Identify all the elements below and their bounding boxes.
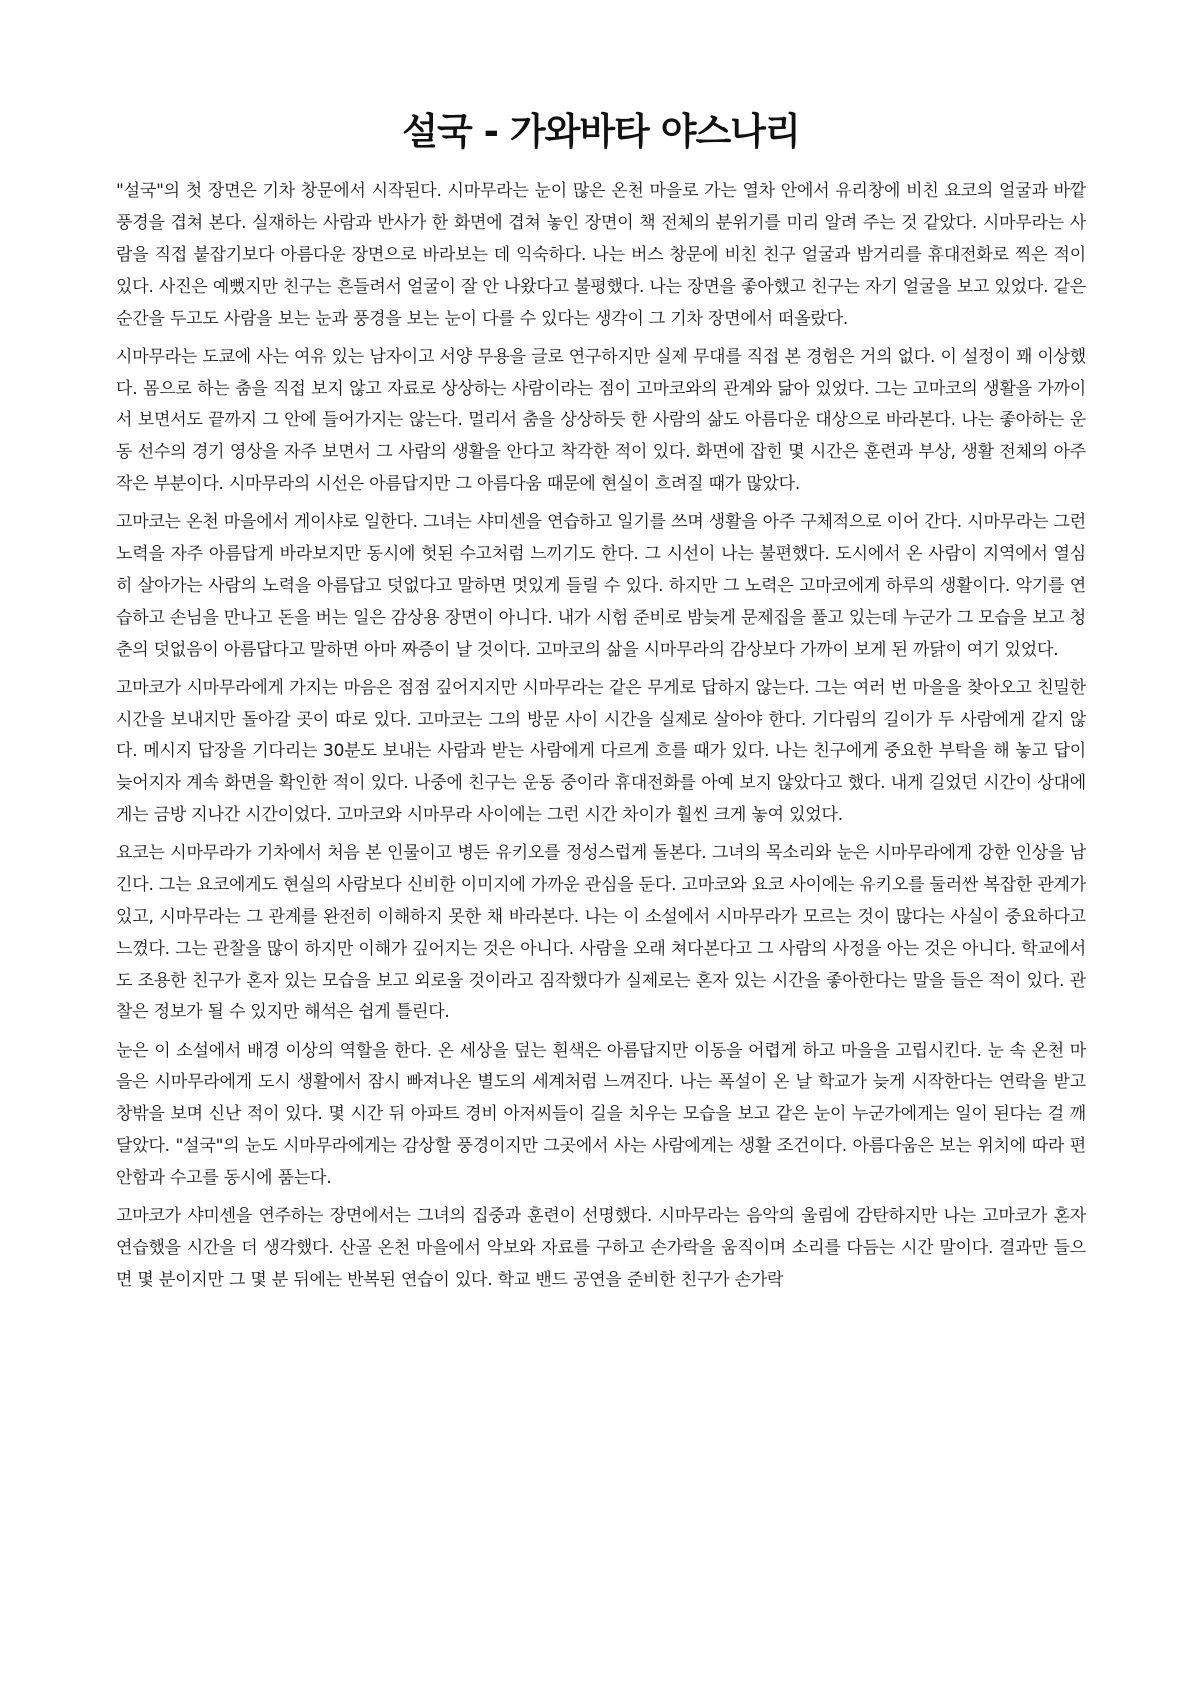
- document-title: 설국 - 가와바타 야스나리: [402, 110, 800, 153]
- paragraph: 시마무라는 도쿄에 사는 여유 있는 남자이고 서양 무용을 글로 연구하지만 실제 무대를 직접 본 경험은 거의 없다. 이 설정이 꽤 이상했다. 몸으로 하는 춤을 직접 보지 않고 자료로 상상하는 사람이라는 점이 고마코와의 관계와 닮아 있었다. 그는 고마코의 생활을 가까이서 보면서도 끝까지 그 안에 들어가지는 않는다. 멀리서 춤을 상상하듯 한 사람의 삶도 아름다운 대상으로 바라본다. 나는 좋아하는 운동 선수의 경기 영상을 자주 보면서 그 사람의 생활을 안다고 착각한 적이 있다. 화면에 잡힌 몇 시간은 훈련과 부상, 생활 전체의 아주 작은 부분이다. 시마무라의 시선은 아름답지만 그 아름다움 때문에 현실이 흐려질 때가 많았다.: [116, 346, 1086, 495]
- paragraph: 요코는 시마무라가 기차에서 처음 본 인물이고 병든 유키오를 정성스럽게 돌본다. 그녀의 목소리와 눈은 시마무라에게 강한 인상을 남긴다. 그는 요코에게도 현실의 사람보다 신비한 이미지에 가까운 관심을 둔다. 고마코와 요코 사이에는 유키오를 둘러싼 복잡한 관계가 있고, 시마무라는 그 관계를 완전히 이해하지 못한 채 바라본다. 나는 이 소설에서 시마무라가 모르는 것이 많다는 사실이 중요하다고 느꼈다. 그는 관찰을 많이 하지만 이해가 깊어지는 것은 아니다. 사람을 오래 쳐다본다고 그 사람의 사정을 아는 것은 아니다. 학교에서도 조용한 친구가 혼자 있는 모습을 보고 외로울 것이라고 짐작했다가 실제로는 혼자 있는 시간을 좋아한다는 말을 들은 적이 있다. 관찰은 정보가 될 수 있지만 해석은 쉽게 틀린다.: [116, 843, 1086, 1023]
- paragraph: 눈은 이 소설에서 배경 이상의 역할을 한다. 온 세상을 덮는 흰색은 아름답지만 이동을 어렵게 하고 마을을 고립시킨다. 눈 속 온천 마을은 시마무라에게 도시 생활에서 잠시 빠져나온 별도의 세계처럼 느껴진다. 나는 폭설이 온 날 학교가 늦게 시작한다는 연락을 받고 창밖을 보며 신난 적이 있다. 몇 시간 뒤 아파트 경비 아저씨들이 길을 치우는 모습을 보고 같은 눈이 누군가에게는 일이 된다는 걸 깨달았다. "설국"의 눈도 시마무라에게는 감상할 풍경이지만 그곳에서 사는 사람에게는 생활 조건이다. 아름다움은 보는 위치에 따라 편안함과 수고를 동시에 품는다.: [116, 1040, 1086, 1188]
- paragraph: "설국"의 첫 장면은 기차 창문에서 시작된다. 시마무라는 눈이 많은 온천 마을로 가는 열차 안에서 유리창에 비친 요코의 얼굴과 바깥 풍경을 겹쳐 본다. 실재하는 사람과 반사가 한 화면에 겹쳐 놓인 장면이 책 전체의 분위기를 미리 알려 주는 것 같았다. 시마무라는 사람을 직접 붙잡기보다 아름다운 장면으로 바라보는 데 익숙하다. 나는 버스 창문에 비친 친구 얼굴과 밤거리를 휴대전화로 찍은 적이 있다. 사진은 예뻤지만 친구는 흔들려서 얼굴이 잘 안 나왔다고 불평했다. 나는 장면을 좋아했고 친구는 자기 얼굴을 보고 있었다. 같은 순간을 두고도 사람을 보는 눈과 풍경을 보는 눈이 다를 수 있다는 생각이 그 기차 장면에서 떠올랐다.: [116, 181, 1086, 329]
- paragraph: 고마코가 샤미센을 연주하는 장면에서는 그녀의 집중과 훈련이 선명했다. 시마무라는 음악의 울림에 감탄하지만 나는 고마코가 혼자 연습했을 시간을 더 생각했다. 산골 온천 마을에서 악보와 자료를 구하고 손가락을 움직이며 소리를 다듬는 시간 말이다. 결과만 들으면 몇 분이지만 그 몇 분 뒤에는 반복된 연습이 있다. 학교 밴드 공연을 준비한 친구가 손가락: [116, 1206, 1086, 1290]
- paragraph: 고마코는 온천 마을에서 게이샤로 일한다. 그녀는 샤미센을 연습하고 일기를 쓰며 생활을 아주 구체적으로 이어 간다. 시마무라는 그런 노력을 자주 아름답게 바라보지만 동시에 헛된 수고처럼 느끼기도 한다. 그 시선이 나는 불편했다. 도시에서 온 사람이 지역에서 열심히 살아가는 사람의 노력을 아름답고 덧없다고 말하면 멋있게 들릴 수 있다. 하지만 그 노력은 고마코에게 하루의 생활이다. 악기를 연습하고 손님을 만나고 돈을 버는 일은 감상용 장면이 아니다. 내가 시험 준비로 밤늦게 문제집을 풀고 있는데 누군가 그 모습을 보고 청춘의 덧없음이 아름답다고 말하면 아마 짜증이 날 것이다. 고마코의 삶을 시마무라의 감상보다 가까이 보게 된 까닭이 여기 있었다.: [116, 512, 1086, 660]
- paragraph: 고마코가 시마무라에게 가지는 마음은 점점 깊어지지만 시마무라는 같은 무게로 답하지 않는다. 그는 여러 번 마을을 찾아오고 친밀한 시간을 보내지만 돌아갈 곳이 따로 있다. 고마코는 그의 방문 사이 시간을 실제로 살아야 한다. 기다림의 길이가 두 사람에게 같지 않다. 메시지 답장을 기다리는 30분도 보내는 사람과 받는 사람에게 다르게 흐를 때가 있다. 나는 친구에게 중요한 부탁을 해 놓고 답이 늦어지자 계속 화면을 확인한 적이 있다. 나중에 친구는 운동 중이라 휴대전화를 아예 보지 않았다고 했다. 내게 길었던 시간이 상대에게는 금방 지나간 시간이었다. 고마코와 시마무라 사이에는 그런 시간 차이가 훨씬 크게 놓여 있었다.: [116, 677, 1086, 826]
- document-page: [116, 110, 1086, 1303]
